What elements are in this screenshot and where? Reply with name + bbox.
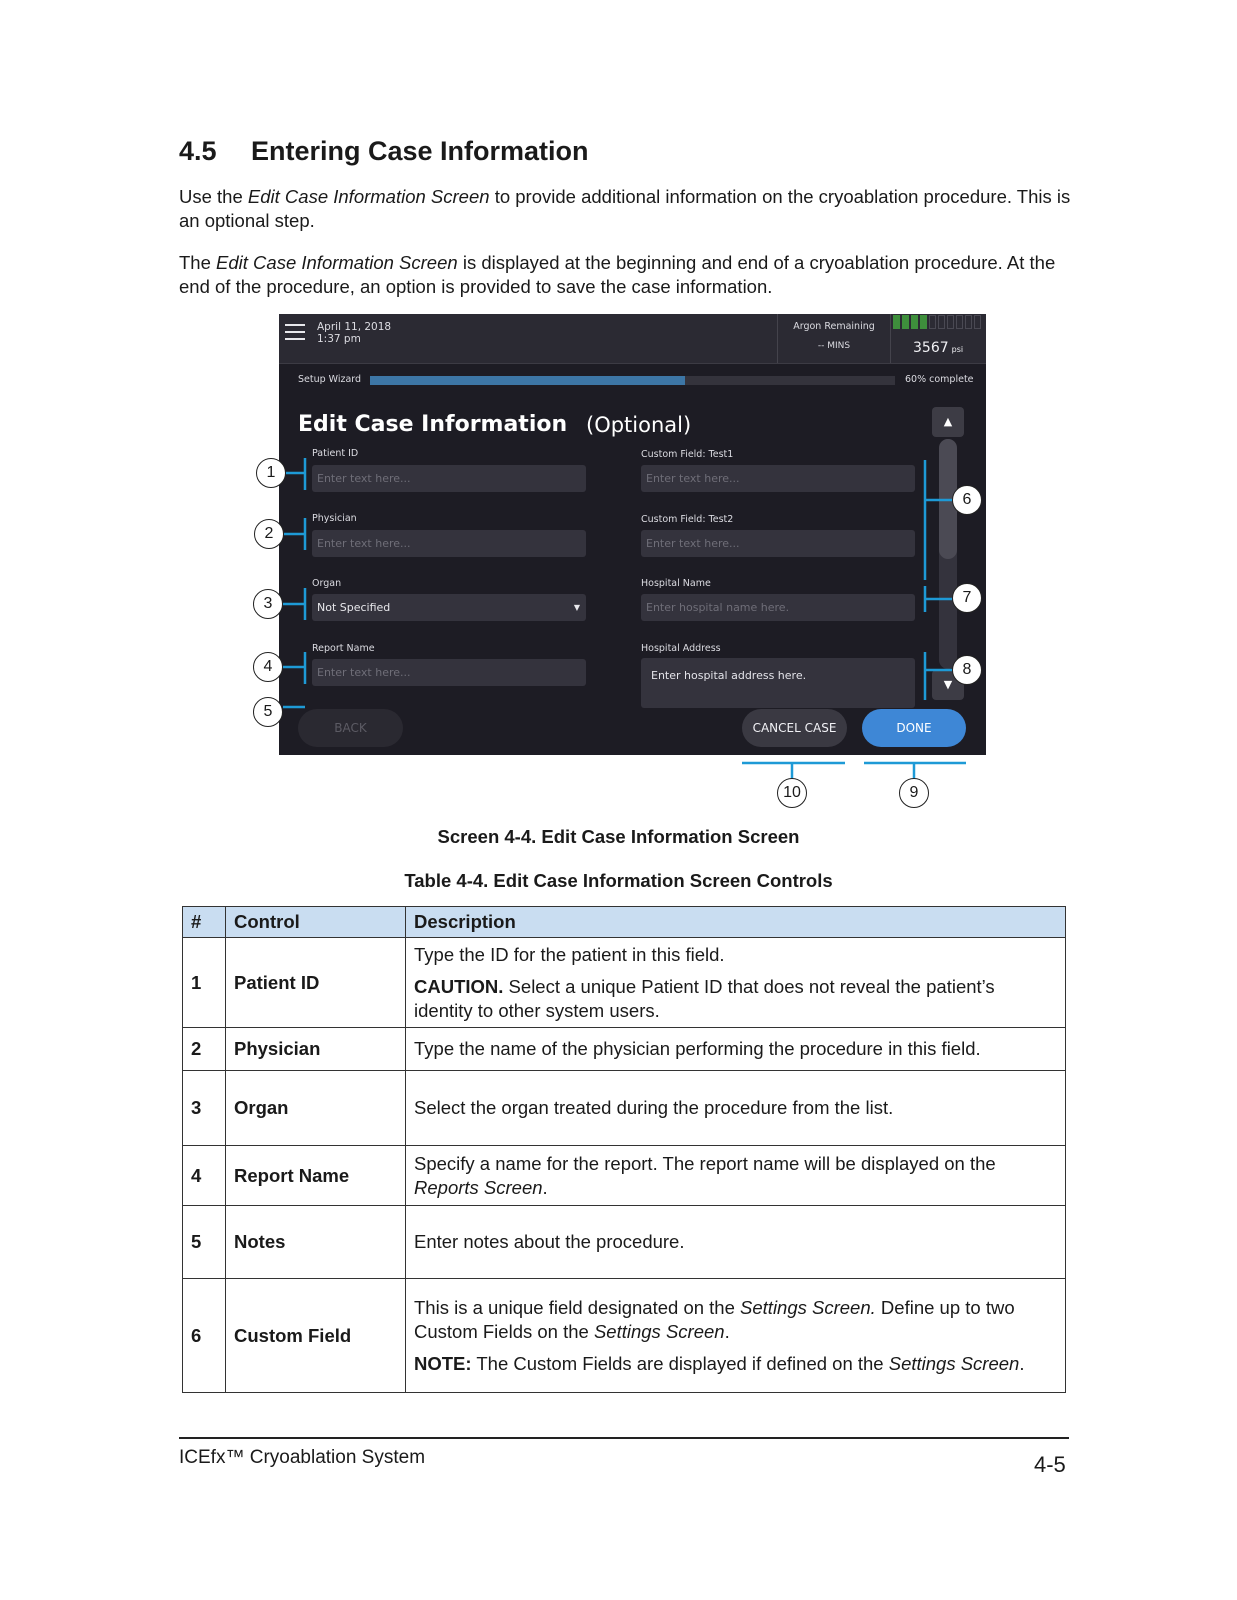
callout-1: 1 bbox=[256, 458, 286, 488]
custom-field-1-label: Custom Field: Test1 bbox=[641, 449, 734, 460]
hospital-name-field[interactable]: Enter hospital name here. bbox=[641, 594, 915, 621]
row-desc-pre: Specify a name for the report. The report name will be displayed on the bbox=[414, 1152, 996, 1174]
intro-2-em: Edit Case Information Screen bbox=[216, 252, 458, 273]
gauge-segment bbox=[974, 315, 981, 329]
row-description: Type the name of the physician performing the procedure in this field. bbox=[406, 1028, 1066, 1071]
hospital-name-label: Hospital Name bbox=[641, 578, 711, 589]
desc-em-1: Settings Screen. bbox=[740, 1296, 876, 1318]
note-end: . bbox=[1019, 1352, 1025, 1374]
caution-label: CAUTION. bbox=[414, 975, 504, 997]
report-name-label: Report Name bbox=[312, 643, 375, 654]
gauge-segment bbox=[893, 315, 900, 329]
row-description: Select the organ treated during the procedure from the list. bbox=[406, 1071, 1066, 1146]
scroll-up-arrow-icon[interactable]: ▲ bbox=[932, 407, 964, 437]
wizard-label: Setup Wizard bbox=[298, 374, 362, 385]
table-row bbox=[183, 1279, 1066, 1393]
edit-case-screen bbox=[279, 314, 986, 755]
callout-9: 9 bbox=[899, 778, 929, 808]
gauge-segment bbox=[911, 315, 918, 329]
table-caption: Table 4-4. Edit Case Information Screen Controls bbox=[404, 870, 833, 891]
cancel-case-button[interactable]: CANCEL CASE bbox=[742, 709, 847, 747]
header-description: Description bbox=[406, 907, 1066, 938]
screen-subtitle: (Optional) bbox=[586, 413, 692, 437]
custom-field-2[interactable]: Enter text here... bbox=[641, 530, 915, 557]
report-name-field[interactable]: Enter text here... bbox=[312, 659, 586, 686]
patient-id-field[interactable]: Enter text here... bbox=[312, 465, 586, 492]
gauge-segment bbox=[929, 315, 936, 329]
custom-field-2-label: Custom Field: Test2 bbox=[641, 514, 734, 525]
organ-select[interactable] bbox=[312, 594, 586, 621]
row-note bbox=[414, 1352, 1057, 1376]
gauge-segment bbox=[920, 315, 927, 329]
row-num: 1 bbox=[183, 938, 226, 1028]
desc-part-2: Define up to two Custom Fields on the bbox=[414, 1296, 1015, 1342]
callout-8: 8 bbox=[952, 655, 982, 685]
psi-unit: psi bbox=[951, 345, 964, 354]
callout-6: 6 bbox=[952, 485, 982, 515]
hamburger-menu-icon[interactable] bbox=[285, 324, 305, 342]
row-num: 4 bbox=[183, 1146, 226, 1206]
footer-page-number: 4-5 bbox=[1034, 1452, 1066, 1477]
pressure-display bbox=[890, 314, 986, 363]
desc-part-3: . bbox=[724, 1320, 730, 1342]
date-text: April 11, 2018 bbox=[317, 321, 392, 333]
table-row bbox=[183, 938, 1066, 1028]
argon-mins: -- MINS bbox=[817, 341, 851, 351]
argon-label: Argon Remaining bbox=[793, 321, 875, 332]
row-desc-text: Type the ID for the patient in this field. bbox=[414, 943, 725, 965]
wizard-progress-bar bbox=[370, 376, 895, 385]
row-description bbox=[406, 1279, 1066, 1393]
row-description bbox=[406, 938, 1066, 1028]
callout-2: 2 bbox=[254, 519, 284, 549]
gauge-segment bbox=[938, 315, 945, 329]
footer-divider bbox=[179, 1437, 1069, 1439]
row-num: 2 bbox=[183, 1028, 226, 1071]
scroll-down-arrow-icon[interactable]: ▼ bbox=[932, 670, 964, 700]
physician-label: Physician bbox=[312, 513, 357, 524]
row-control: Patient ID bbox=[226, 938, 406, 1028]
callout-5: 5 bbox=[253, 697, 283, 727]
footer-product: ICEfx™ Cryoablation System bbox=[179, 1447, 426, 1468]
note-text: The Custom Fields are displayed if defined on the bbox=[471, 1352, 889, 1374]
callout-10: 10 bbox=[777, 778, 807, 808]
intro-1-em: Edit Case Information Screen bbox=[247, 186, 490, 207]
datetime bbox=[317, 321, 391, 345]
table-row bbox=[183, 1206, 1066, 1279]
callout-4: 4 bbox=[253, 652, 283, 682]
row-num: 3 bbox=[183, 1071, 226, 1146]
pressure-readout bbox=[913, 340, 963, 356]
row-description bbox=[406, 1146, 1066, 1206]
intro-2-post: is displayed at the beginning and end of a cryoablation procedure. At the end of the procedure, an option is provided to save the case information. bbox=[179, 252, 1056, 297]
wizard-percent: 60% complete bbox=[905, 374, 974, 385]
organ-label: Organ bbox=[312, 578, 342, 589]
row-num: 6 bbox=[183, 1279, 226, 1393]
controls-table bbox=[182, 906, 1066, 1393]
row-control: Physician bbox=[226, 1028, 406, 1071]
scrollbar-track[interactable] bbox=[939, 439, 957, 669]
gauge-segment bbox=[947, 315, 954, 329]
intro-2-pre: The bbox=[179, 252, 217, 273]
row-description: Enter notes about the procedure. bbox=[406, 1206, 1066, 1279]
header-num: # bbox=[183, 907, 226, 938]
organ-value: Not Specified bbox=[317, 601, 391, 614]
screen-title: Edit Case Information bbox=[298, 412, 568, 437]
custom-field-1[interactable]: Enter text here... bbox=[641, 465, 915, 492]
desc-em-2: Settings Screen bbox=[593, 1320, 725, 1342]
back-button[interactable]: BACK bbox=[298, 709, 403, 747]
row-desc-post: . bbox=[542, 1176, 548, 1198]
physician-field[interactable]: Enter text here... bbox=[312, 530, 586, 557]
table-header-row bbox=[183, 907, 1066, 938]
intro-1-pre: Use the bbox=[179, 186, 248, 207]
intro-1-post: to provide additional information on the cryoablation procedure. This is an optional step. bbox=[179, 186, 1071, 231]
patient-id-label: Patient ID bbox=[312, 448, 359, 459]
row-control: Organ bbox=[226, 1071, 406, 1146]
row-control: Custom Field bbox=[226, 1279, 406, 1393]
note-em: Settings Screen bbox=[888, 1352, 1020, 1374]
row-control: Report Name bbox=[226, 1146, 406, 1206]
table-row bbox=[183, 1028, 1066, 1071]
row-control: Notes bbox=[226, 1206, 406, 1279]
desc-part-1: This is a unique field designated on the bbox=[414, 1296, 741, 1318]
row-num: 5 bbox=[183, 1206, 226, 1279]
hospital-address-field[interactable]: Enter hospital address here. bbox=[641, 658, 915, 708]
intro-paragraph-2 bbox=[179, 251, 1079, 299]
row-desc-em: Reports Screen bbox=[414, 1176, 543, 1198]
argon-remaining bbox=[777, 314, 890, 363]
hospital-address-label: Hospital Address bbox=[641, 643, 721, 654]
gauge-segment bbox=[956, 315, 963, 329]
intro-paragraph-1 bbox=[179, 185, 1079, 233]
section-number: 4.5 bbox=[179, 136, 217, 166]
time-text: 1:37 pm bbox=[317, 333, 361, 345]
row-desc-text bbox=[414, 1296, 1057, 1344]
gauge-segment bbox=[902, 315, 909, 329]
argon-level-gauge bbox=[893, 315, 983, 329]
status-bar bbox=[279, 314, 986, 364]
wizard-progress-fill bbox=[370, 376, 685, 385]
caution-text: Select a unique Patient ID that does not reveal the patient’s identity to other system users. bbox=[414, 975, 995, 1021]
row-caution bbox=[414, 975, 1057, 1023]
section-heading bbox=[179, 136, 589, 167]
section-title: Entering Case Information bbox=[251, 136, 589, 166]
done-button[interactable]: DONE bbox=[862, 709, 966, 747]
header-control: Control bbox=[226, 907, 406, 938]
screen-caption: Screen 4-4. Edit Case Information Screen bbox=[437, 826, 800, 847]
psi-value: 3567 bbox=[913, 340, 949, 356]
table-row bbox=[183, 1071, 1066, 1146]
table-row bbox=[183, 1146, 1066, 1206]
callout-7: 7 bbox=[952, 583, 982, 613]
gauge-segment bbox=[965, 315, 972, 329]
chevron-down-icon: ▼ bbox=[573, 603, 580, 612]
callout-3: 3 bbox=[253, 589, 283, 619]
note-label: NOTE: bbox=[414, 1352, 472, 1374]
